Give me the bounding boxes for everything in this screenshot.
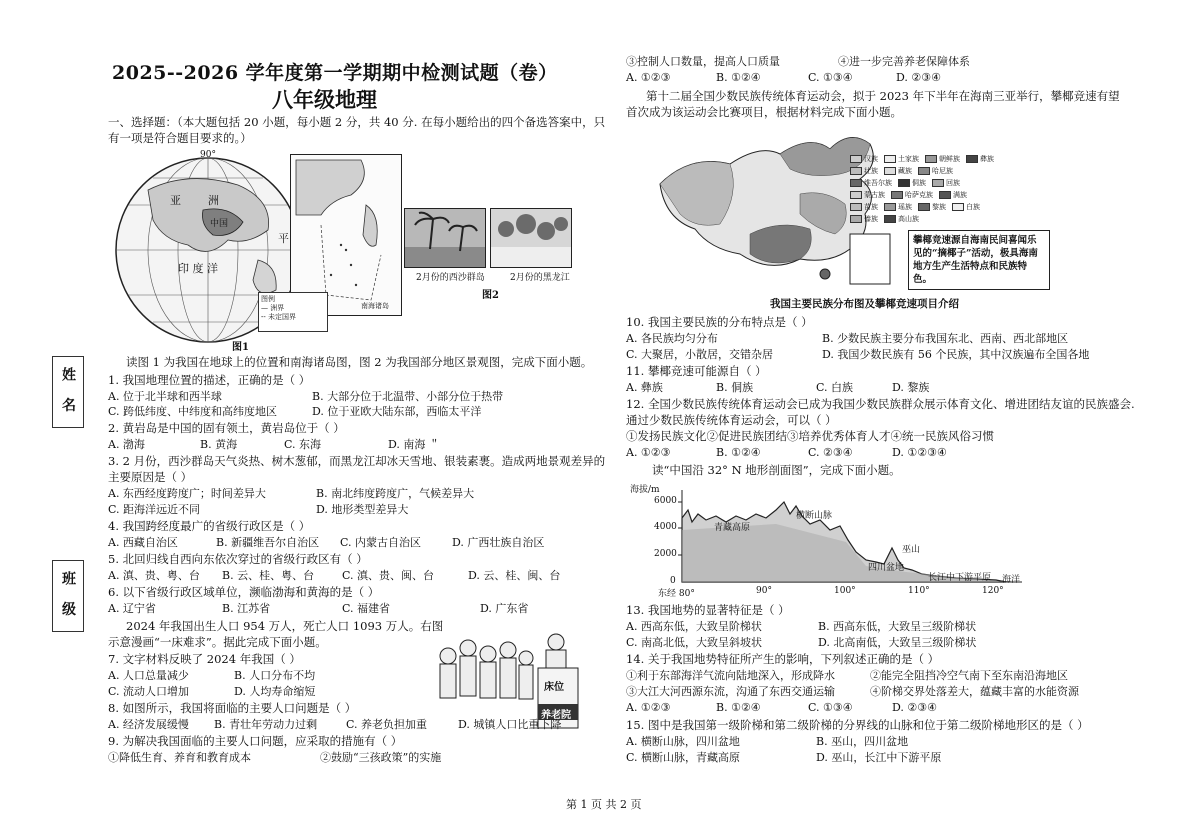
q9-statement-3: ③控制人口数量，提高人口质量	[626, 55, 780, 68]
q15-option-a[interactable]: A. 横断山脉，四川盆地	[626, 735, 740, 748]
q1-option-b[interactable]: B. 大部分位于北温带、小部分位于热带	[312, 390, 504, 403]
legend-item: 哈萨克族	[891, 190, 933, 200]
q6-option-a[interactable]: A. 辽宁省	[108, 602, 156, 615]
photo-xisha-caption: 2月份的西沙群岛	[416, 273, 485, 283]
ethnic-distribution-map	[650, 124, 1055, 294]
q8-option-b[interactable]: B. 青壮年劳动力过剩	[214, 718, 318, 731]
legend-item: 汉族	[850, 154, 878, 164]
question-1: 1. 我国地理位置的描述，正确的是（ ）	[108, 373, 311, 387]
photo-heilongjiang	[490, 208, 572, 268]
name-field[interactable]: 姓 名	[52, 356, 84, 428]
q2-option-c[interactable]: C. 东海	[284, 438, 322, 451]
question-12: 12. 全国少数民族传统体育运动会已成为我国少数民族群众展示体育文化、增进团结友谊的民族盛会.	[626, 397, 1135, 411]
legend-item: 哈尼族	[918, 166, 953, 176]
q2-option-b[interactable]: B. 黄海	[200, 438, 238, 451]
q1-option-c[interactable]: C. 跨低纬度、中纬度和高纬度地区	[108, 405, 278, 418]
question-group-intro: 读图 1 为我国在地球上的位置和南海诸岛图，图 2 为我国部分地区景观图，完成下面小题。	[126, 355, 593, 369]
question-4: 4. 我国跨经度最广的省级行政区是（ ）	[108, 519, 311, 533]
q11-option-d[interactable]: D. 黎族	[892, 381, 930, 394]
q9-statement-2: ②鼓励“三孩政策”的实施	[320, 751, 442, 764]
q1-option-a[interactable]: A. 位于北半球和西半球	[108, 390, 222, 403]
q10-option-a[interactable]: A. 各民族均匀分布	[626, 332, 718, 345]
q14-option-b[interactable]: B. ①②④	[716, 701, 761, 714]
q11-option-b[interactable]: B. 侗族	[716, 381, 754, 394]
question-12-statements: ①发扬民族文化②促进民族团结③培养优秀体育人才④统一民族风俗习惯	[626, 429, 994, 443]
q2-option-a[interactable]: A. 渤海	[108, 438, 145, 451]
legend-item: 高山族	[884, 214, 919, 224]
q12-option-a[interactable]: A. ①②③	[626, 446, 671, 459]
q4-option-b[interactable]: B. 新疆维吾尔自治区	[216, 536, 320, 549]
q4-option-a[interactable]: A. 西藏自治区	[108, 536, 178, 549]
q12-option-c[interactable]: C. ②③④	[808, 446, 853, 459]
q11-option-a[interactable]: A. 彝族	[626, 381, 663, 394]
q5-option-c[interactable]: C. 滇、贵、闽、台	[342, 569, 435, 582]
section-intro: 一、选择题：（本大题包括 20 小题，每小题 2 分，共 40 分. 在每小题给出的四个备选答案中，只	[108, 115, 606, 129]
legend-item: 满族	[939, 190, 967, 200]
q14-option-a[interactable]: A. ①②③	[626, 701, 671, 714]
question-9: 9. 为解决我国面临的主要人口问题，应采取的措施有（ ）	[108, 734, 403, 748]
q1-option-d[interactable]: D. 位于亚欧大陆东部，西临太平洋	[312, 405, 482, 418]
q3-option-a[interactable]: A. 东西经度跨度广；时间差异大	[108, 487, 266, 500]
question-7: 7. 文字材料反映了 2024 年我国（ ）	[108, 652, 301, 666]
climbing-coconut-note: 攀椰竞速源自海南民间喜闻乐见的“摘椰子”活动，极具海南地方生产生活特点和民族特色。	[908, 230, 1050, 290]
question-15: 15. 图中是我国第一级阶梯和第二级阶梯的分界线的山脉和位于第二级阶梯地形区的是（ ）	[626, 718, 1089, 732]
q5-option-d[interactable]: D. 云、桂、闽、台	[468, 569, 561, 582]
q15-option-d[interactable]: D. 巫山，长江中下游平原	[816, 751, 942, 764]
photo-heilongjiang-caption: 2月份的黑龙江	[510, 273, 570, 283]
question-14: 14. 关于我国地势特征所产生的影响，下列叙述正确的是（ ）	[626, 652, 940, 666]
q9-statement-4: ④进一步完善养老保障体系	[838, 55, 970, 68]
q6-option-d[interactable]: D. 广东省	[480, 602, 529, 615]
q14-statement-2: ②能完全阻挡冷空气南下至东南沿海地区	[870, 669, 1068, 682]
profile-intro: 读“中国沿 32° N 地形剖面图”，完成下面小题。	[652, 463, 901, 477]
question-6: 6. 以下省级行政区域单位，濒临渤海和黄海的是（ ）	[108, 585, 380, 599]
question-8: 8. 如图所示，我国将面临的主要人口问题是（ ）	[108, 701, 357, 715]
passage-ethnic-games-cont: 首次成为该运动会比赛项目，根据材料完成下面小题。	[626, 105, 902, 119]
exam-subtitle: 八年级地理	[272, 87, 377, 112]
q8-option-a[interactable]: A. 经济发展缓慢	[108, 718, 189, 731]
q14-option-d[interactable]: D. ②③④	[892, 701, 938, 714]
q13-option-a[interactable]: A. 西高东低，大致呈阶梯状	[626, 620, 762, 633]
q7-option-a[interactable]: A. 人口总量减少	[108, 669, 189, 682]
legend-item: 傣族	[850, 214, 878, 224]
legend-item: 黎族	[918, 202, 946, 212]
q15-option-b[interactable]: B. 巫山，四川盆地	[816, 735, 909, 748]
q6-option-c[interactable]: C. 福建省	[342, 602, 391, 615]
q4-option-d[interactable]: D. 广西壮族自治区	[452, 536, 545, 549]
question-13: 13. 我国地势的显著特征是（ ）	[626, 603, 790, 617]
question-3-cont: 主要原因是（ ）	[108, 470, 193, 484]
question-11: 11. 攀椰竞速可能源自（ ）	[626, 364, 767, 378]
q15-option-c[interactable]: C. 横断山脉，青藏高原	[626, 751, 741, 764]
legend-item: 侗族	[898, 178, 926, 188]
question-5: 5. 北回归线自西向东依次穿过的省级行政区有（ ）	[108, 552, 368, 566]
section-intro-cont: 有一项是符合题目要求的。）	[108, 131, 252, 145]
q9-statement-1: ①降低生育、养育和教育成本	[108, 751, 251, 764]
question-2: 2. 黄岩岛是中国的固有领土，黄岩岛位于（ ）	[108, 421, 345, 435]
q10-option-c[interactable]: C. 大聚居，小散居，交错杂居	[626, 348, 774, 361]
ethnic-map-legend	[850, 154, 1000, 224]
q8-option-c[interactable]: C. 养老负担加重	[346, 718, 428, 731]
legend-item: 蒙古族	[850, 190, 885, 200]
legend-item: 白族	[952, 202, 980, 212]
cartoon-bed-shortage: 床位 养老院	[434, 628, 580, 732]
q14-option-c[interactable]: C. ①③④	[808, 701, 853, 714]
q7-option-b[interactable]: B. 人口分布不均	[234, 669, 316, 682]
figure-1-legend: 图例 — 洲界 -- 未定国界	[258, 292, 328, 332]
figure-2-label: 图2	[482, 290, 499, 301]
q13-option-c[interactable]: C. 南高北低，大致呈斜坡状	[626, 636, 763, 649]
question-10: 10. 我国主要民族的分布特点是（ ）	[626, 315, 813, 329]
q7-option-d[interactable]: D. 人均寿命缩短	[234, 685, 316, 698]
q6-option-b[interactable]: B. 江苏省	[222, 602, 271, 615]
passage-population-cont: 示意漫画“一床难求”。据此完成下面小题。	[108, 635, 327, 649]
legend-item: 维吾尔族	[850, 178, 892, 188]
q13-option-b[interactable]: B. 西高东低，大致呈三级阶梯状	[818, 620, 977, 633]
q8-option-d[interactable]: D. 城镇人口比重下降	[458, 718, 562, 731]
terrain-profile-chart: 海拔/m 6000 4000 2000 0 东经 80° 90° 100° 110° 120° 青藏高原 横断山脉 巫山 四川盆地 长江中下游平原 海洋	[630, 485, 1021, 599]
legend-item: 回族	[932, 178, 960, 188]
question-12-cont: 通过少数民族传统体育运动会，可以（ ）	[626, 413, 837, 427]
q10-option-d[interactable]: D. 我国少数民族有 56 个民族，其中汉族遍布全国各地	[822, 348, 1090, 361]
q12-option-d[interactable]: D. ①②③④	[892, 446, 947, 459]
legend-item: 壮族	[850, 166, 878, 176]
legend-item: 苗族	[850, 202, 878, 212]
passage-ethnic-games: 第十二届全国少数民族传统体育运动会，拟于 2023 年下半年在海南三亚举行，攀椰竞速有望	[646, 89, 1120, 103]
q5-option-a[interactable]: A. 滇、贵、粤、台	[108, 569, 200, 582]
q14-statement-1: ①利于东部海洋气流向陆地深入，形成降水	[626, 669, 835, 682]
figure-1-globe: 90° 亚 洲 中国 印 度 洋 平	[108, 150, 308, 350]
q4-option-c[interactable]: C. 内蒙古自治区	[340, 536, 422, 549]
q9-option-c[interactable]: C. ①③④	[808, 71, 853, 84]
q3-option-c[interactable]: C. 距海洋远近不同	[108, 503, 201, 516]
exam-title: 2025--2026 学年度第一学期期中检测试题（卷）	[112, 62, 558, 84]
legend-item: 藏族	[884, 166, 912, 176]
legend-item: 彝族	[966, 154, 994, 164]
legend-item: 瑶族	[884, 202, 912, 212]
question-3: 3. 2 月份，西沙群岛天气炎热、树木葱郁，而黑龙江却冰天雪地、银装素裹。造成两地景观差异的	[108, 454, 606, 468]
q14-statement-3: ③大江大河西源东流，沟通了东西交通运输	[626, 685, 835, 698]
passage-population: 2024 年我国出生人口 954 万人，死亡人口 1093 万人。右图	[126, 619, 444, 633]
legend-item: 朝鲜族	[925, 154, 960, 164]
q2-option-d[interactable]: D. 南海 ＂	[388, 438, 440, 451]
q10-option-b[interactable]: B. 少数民族主要分布我国东北、西南、西北部地区	[822, 332, 1069, 345]
q3-option-b[interactable]: B. 南北纬度跨度广，气候差异大	[316, 487, 475, 500]
q12-option-b[interactable]: B. ①②④	[716, 446, 761, 459]
figure-1-label: 图1	[232, 342, 249, 353]
q9-option-b[interactable]: B. ①②④	[716, 71, 761, 84]
q9-option-d[interactable]: D. ②③④	[896, 71, 942, 84]
q14-statement-4: ④阶梯交界处落差大，蕴藏丰富的水能资源	[870, 685, 1079, 698]
q11-option-c[interactable]: C. 白族	[816, 381, 854, 394]
class-field[interactable]: 班 级	[52, 560, 84, 632]
q9-option-a[interactable]: A. ①②③	[626, 71, 671, 84]
figure-1-inset-map: 南海诸岛	[290, 154, 402, 316]
photo-xisha	[404, 208, 486, 268]
ethnic-map-caption: 我国主要民族分布图及攀椰竞速项目介绍	[770, 298, 959, 310]
legend-item: 土家族	[884, 154, 919, 164]
q3-option-d[interactable]: D. 地形类型差异大	[316, 503, 409, 516]
q13-option-d[interactable]: D. 北高南低，大致呈三级阶梯状	[818, 636, 977, 649]
q7-option-c[interactable]: C. 流动人口增加	[108, 685, 190, 698]
q5-option-b[interactable]: B. 云、桂、粤、台	[222, 569, 315, 582]
page-number: 第 1 页 共 2 页	[566, 798, 642, 811]
